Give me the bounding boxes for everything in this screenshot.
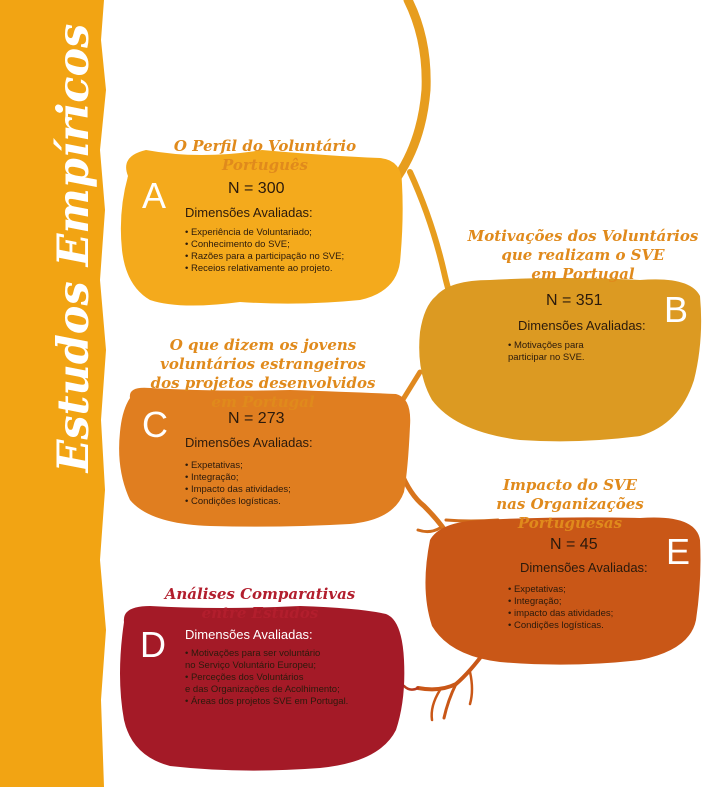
study-e-letter: E: [666, 531, 691, 572]
list-item: • Integração;: [508, 596, 688, 608]
list-item: • Condições logísticas.: [185, 496, 385, 508]
study-e-sample-size: N = 45: [550, 536, 598, 553]
list-item: • Motivações para participar no SVE.: [508, 340, 668, 364]
list-item: • Condições logísticas.: [508, 620, 688, 632]
list-item: • Impacto das atividades;: [185, 484, 385, 496]
study-e-dim-label: Dimensões Avaliadas:: [520, 560, 648, 575]
study-a-title: O Perfil do Voluntário Português: [173, 137, 357, 174]
study-d-dim-label: Dimensões Avaliadas:: [185, 627, 313, 642]
study-d-title: Análises Comparativas entre Estudos: [164, 585, 356, 622]
list-item: • Integração;: [185, 472, 385, 484]
study-a-dim-label: Dimensões Avaliadas:: [185, 205, 313, 220]
list-item: • impacto das atividades;: [508, 608, 688, 620]
study-b-dim-label: Dimensões Avaliadas:: [518, 318, 646, 333]
list-item: • Expetativas;: [508, 584, 688, 596]
study-c-letter: C: [142, 404, 168, 445]
side-title: Estudos Empíricos: [49, 23, 99, 473]
study-b-items: [508, 340, 668, 364]
list-item: • Receios relativamente ao projeto.: [185, 263, 395, 275]
study-e-title: Impacto do SVE nas Organizações Portuguesas: [496, 476, 644, 532]
study-b-title: Motivações dos Voluntários que realizam o SVE em Portugal: [467, 227, 699, 283]
list-item: • Perceções dos Voluntários e das Organizações de Acolhimento;: [185, 672, 395, 696]
list-item: • Razões para a participação no SVE;: [185, 251, 395, 263]
study-a-items: [185, 227, 395, 275]
study-a-sample-size: N = 300: [228, 180, 285, 197]
study-b-letter: B: [664, 289, 689, 330]
study-a-letter: A: [142, 175, 167, 216]
study-c-title: O que dizem os jovens voluntários estrangeiros dos projetos desenvolvidos em Portugal: [150, 336, 376, 411]
study-e-items: [508, 584, 688, 632]
study-d-letter: D: [140, 624, 166, 665]
list-item: • Conhecimento do SVE;: [185, 239, 395, 251]
list-item: • Expetativas;: [185, 460, 385, 472]
study-c-sample-size: N = 273: [228, 410, 285, 427]
study-c-dim-label: Dimensões Avaliadas:: [185, 435, 313, 450]
study-d-items: [185, 648, 395, 708]
study-c-items: [185, 460, 385, 508]
study-b-sample-size: N = 351: [546, 292, 603, 309]
list-item: • Motivações para ser voluntário no Serviço Voluntário Europeu;: [185, 648, 395, 672]
list-item: • Experiência de Voluntariado;: [185, 227, 395, 239]
list-item: • Áreas dos projetos SVE em Portugal.: [185, 696, 395, 708]
